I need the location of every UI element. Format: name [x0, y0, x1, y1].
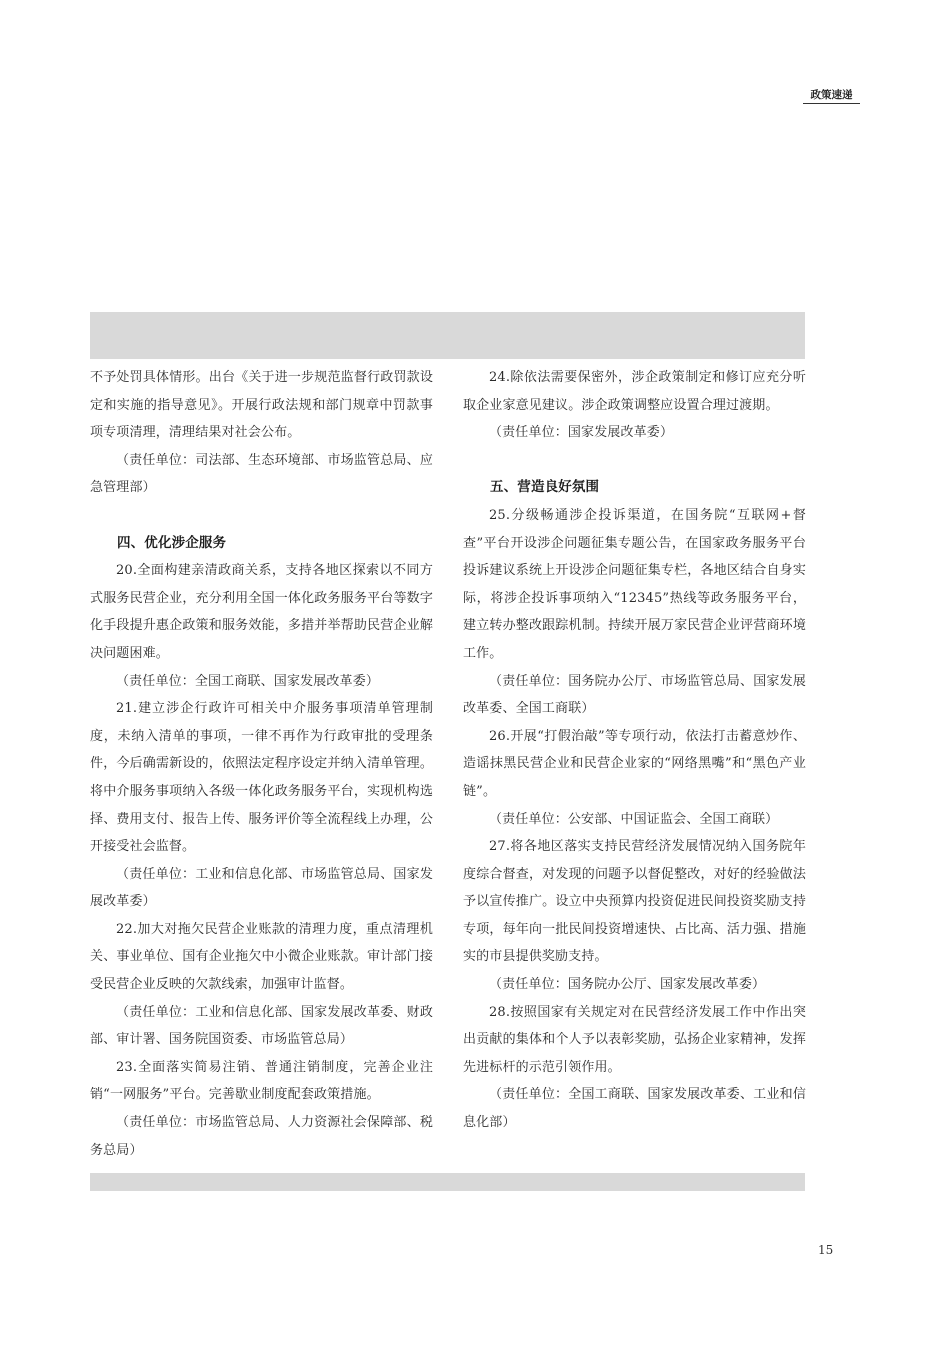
bottom-gray-band [90, 1173, 805, 1191]
responsibility-note: （责任单位：全国工商联、国家发展改革委） [116, 673, 380, 689]
responsibility-note: （责任单位：市场监管总局、人力资源社会保障部、税务总局） [90, 1115, 433, 1158]
responsibility-note: （责任单位：公安部、中国证监会、全国工商联） [489, 811, 779, 827]
item-23: 23.全面落实简易注销、普通注销制度，完善企业注销“一网服务”平台。完善歇业制度配套政策措施。 [90, 1059, 433, 1103]
responsibility-note: （责任单位：国务院办公厅、市场监管总局、国家发展改革委、全国工商联） [463, 673, 806, 717]
item-21: 21.建立涉企行政许可相关中介服务事项清单管理制度，未纳入清单的事项，一律不再作为行政审批的受理条件，今后确需新设的，依照法定程序设定并纳入清单管理。将中介服务事项纳入各级一体化政务服务平台，实现机构选择、费用支付、报告上传、服务评价等全流程线上办理，公开接受社会监督。 [90, 701, 433, 855]
responsibility-note: （责任单位：国家发展改革委） [489, 425, 674, 441]
paragraph-continuation: 不予处罚具体情形。出台《关于进一步规范监督行政罚款设定和实施的指导意见》。开展行政法规和部门规章中罚款事项专项清理，清理结果对社会公布。 [90, 370, 433, 441]
header-rule [803, 103, 860, 104]
responsibility-note: （责任单位：国务院办公厅、国家发展改革委） [489, 977, 766, 993]
item-22: 22.加大对拖欠民营企业账款的清理力度，重点清理机关、事业单位、国有企业拖欠中小微企业账款。审计部门接受民营企业反映的欠款线索，加强审计监督。 [90, 921, 433, 993]
responsibility-note: （责任单位：工业和信息化部、市场监管总局、国家发展改革委） [90, 866, 433, 910]
item-26: 26.开展“打假治敲”等专项行动，依法打击蓄意炒作、造谣抹黑民营企业和民营企业家的“网络黑嘴”和“黑色产业链”。 [463, 728, 806, 799]
item-27: 27.将各地区落实支持民营经济发展情况纳入国务院年度综合督查，对发现的问题予以督促整改，对好的经验做法予以宣传推广。设立中央预算内投资促进民间投资奖励支持专项，每年向一批民间投资增速快、占比高、活力强、措施实的市县提供奖励支持。 [463, 839, 806, 965]
spacer [463, 447, 806, 475]
page-number: 15 [818, 1243, 834, 1257]
item-28: 28.按照国家有关规定对在民营经济发展工作中作出突出贡献的集体和个人予以表彰奖励，弘扬企业家精神，发挥先进标杆的示范引领作用。 [463, 1004, 806, 1075]
section-heading-4: 四、优化涉企服务 [117, 534, 227, 551]
section-heading-5: 五、营造良好氛围 [490, 479, 600, 496]
left-column [90, 364, 433, 1164]
item-24: 24.除依法需要保密外，涉企政策制定和修订应充分听取企业家意见建议。涉企政策调整应设置合理过渡期。 [463, 370, 806, 413]
responsibility-note: （责任单位：全国工商联、国家发展改革委、工业和信息化部） [463, 1087, 806, 1131]
section-label: 政策速递 [810, 89, 853, 101]
top-gray-band [90, 312, 805, 359]
spacer [90, 502, 433, 530]
item-25: 25.分级畅通涉企投诉渠道，在国务院“互联网+督查”平台开设涉企问题征集专题公告，在国家政务服务平台投诉建议系统上开设涉企问题征集专栏，各地区结合自身实际，将涉企投诉事项纳入“12345”热线等政务服务平台，建立转办整改跟踪机制。持续开展万家民营企业评营商环境工作。 [463, 507, 806, 661]
responsibility-note: （责任单位：工业和信息化部、国家发展改革委、财政部、审计署、国务院国资委、市场监管总局） [90, 1004, 433, 1048]
responsibility-note: （责任单位：司法部、生态环境部、市场监管总局、应急管理部） [90, 452, 433, 496]
item-20: 20.全面构建亲清政商关系，支持各地区探索以不同方式服务民营企业，充分利用全国一体化政务服务平台等数字化手段提升惠企政策和服务效能，多措并举帮助民营企业解决问题困难。 [90, 563, 433, 661]
right-column [463, 364, 806, 1137]
